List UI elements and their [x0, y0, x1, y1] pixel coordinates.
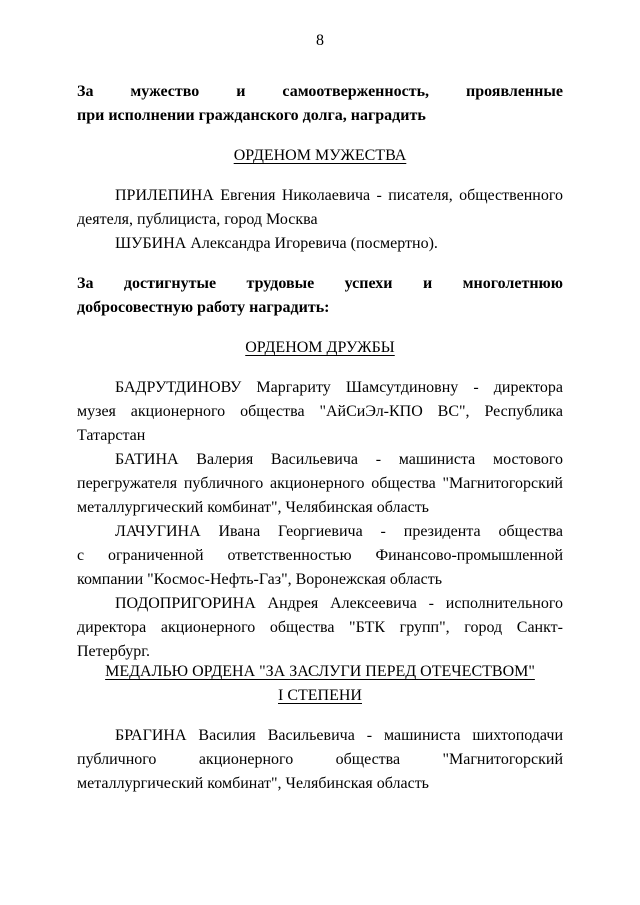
page-number: 8 — [316, 32, 324, 49]
entry-line: металлургический комбинат", Челябинская область — [77, 775, 429, 792]
award-title: ОРДЕНОМ МУЖЕСТВА — [233, 147, 407, 164]
entry-line: деятеля, публициста, город Москва — [77, 211, 318, 228]
entry-line: перегружателя публичного акционерного общества "Магнитогорский — [77, 475, 563, 492]
section1-intro — [77, 80, 563, 128]
entry-line: БАТИНА Валерия Васильевича - машиниста мостового — [115, 451, 563, 468]
award-entry — [77, 592, 563, 664]
award-entry — [77, 232, 563, 256]
entry-line: металлургический комбинат", Челябинская область — [77, 499, 429, 516]
section2-intro-line: добросовестную работу наградить: — [77, 299, 330, 316]
award-entry — [77, 724, 563, 796]
section1-intro-line: За мужество и самоотверженность, проявленные — [77, 83, 563, 100]
section2-intro-line: За достигнутые трудовые успехи и многолетнюю — [77, 275, 563, 292]
award-entry — [77, 520, 563, 592]
section1-entries — [77, 184, 563, 256]
entry-line: Татарстан — [77, 427, 146, 444]
entry-line: Петербург. — [77, 643, 151, 660]
entry-line: компании "Космос-Нефть-Газ", Воронежская область — [77, 571, 443, 588]
entry-line: ЛАЧУГИНА Ивана Георгиевича - президента общества — [115, 523, 563, 540]
award-title: I СТЕПЕНИ — [278, 687, 362, 704]
entry-line: ПОДОПРИГОРИНА Андрея Алексеевича - исполнительного — [115, 595, 563, 612]
award-title: МЕДАЛЬЮ ОРДЕНА "ЗА ЗАСЛУГИ ПЕРЕД ОТЕЧЕСТВОМ" — [105, 663, 535, 680]
entry-line: с ограниченной ответственностью Финансово-промышленной — [77, 547, 563, 564]
section1-intro-line: при исполнении гражданского долга, наградить — [77, 107, 426, 124]
entry-line: директора акционерного общества "БТК групп", город Санкт- — [77, 619, 563, 636]
award-entry — [77, 376, 563, 448]
entry-line: публичного акционерного общества "Магнитогорский — [77, 751, 563, 768]
award-entry — [77, 448, 563, 520]
section2-entries — [77, 376, 563, 664]
section3-heading — [0, 660, 640, 708]
award-entry — [77, 184, 563, 232]
entry-line: музея акционерного общества "АйСиЭл-КПО ВС", Республика — [77, 403, 563, 420]
entry-line: ШУБИНА Александра Игоревича (посмертно). — [115, 235, 438, 252]
section2-heading — [0, 336, 640, 360]
entry-line: ПРИЛЕПИНА Евгения Николаевича - писателя, общественного — [115, 187, 563, 204]
section1-heading — [0, 144, 640, 168]
award-title: ОРДЕНОМ ДРУЖБЫ — [245, 339, 395, 356]
entry-line: БРАГИНА Василия Васильевича - машиниста шихтоподачи — [115, 727, 563, 744]
section2-intro — [77, 272, 563, 320]
section3-entries — [77, 724, 563, 796]
entry-line: БАДРУТДИНОВУ Маргариту Шамсутдиновну - директора — [115, 379, 563, 396]
